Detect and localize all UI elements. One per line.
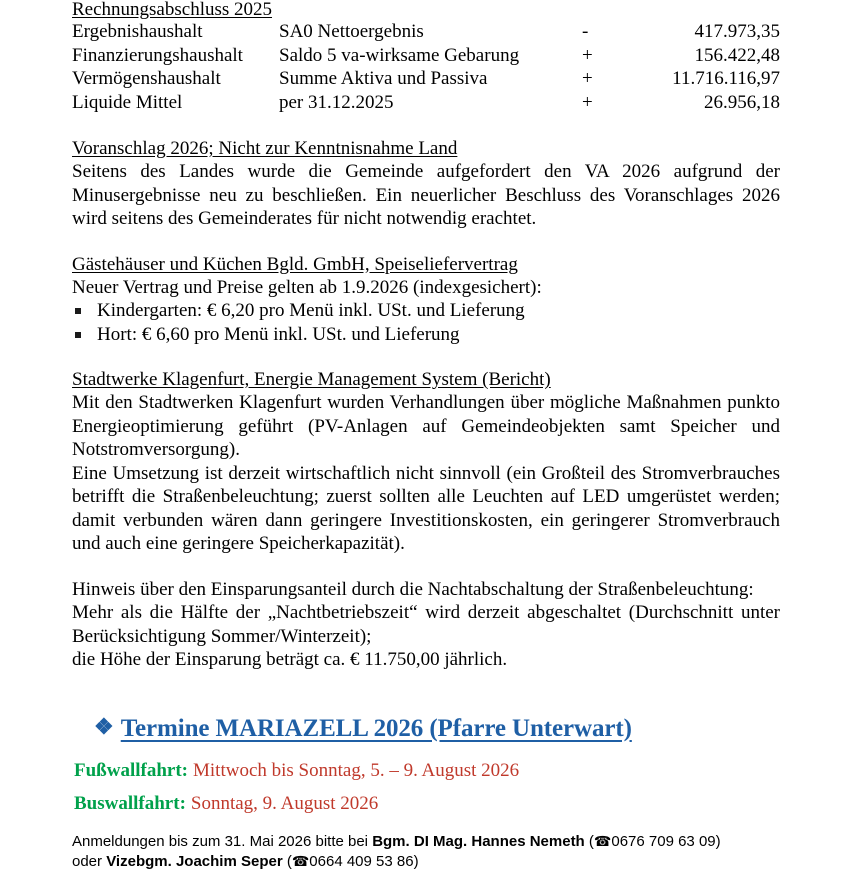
anmeldung-paren-close: ) (715, 832, 721, 850)
table-row (72, 21, 780, 45)
row-description: Saldo 5 va-wirksame Gebarung (279, 44, 520, 66)
row-sign: - (582, 21, 589, 42)
anmeldung-phone-2: 0664 409 53 86 (309, 852, 414, 870)
spacer (72, 346, 780, 368)
square-bullet-icon (75, 308, 81, 314)
list-item (72, 299, 780, 323)
spacer (72, 744, 780, 759)
wallfahrt-value: Mittwoch bis Sonntag, 5. – 9. August 2026 (193, 759, 520, 781)
row-label: Ergebnishaushalt (72, 21, 203, 42)
anmeldung-prefix: Anmeldungen bis zum 31. Mai 2026 bitte bei (72, 832, 373, 850)
spacer (72, 815, 780, 832)
row-description: Summe Aktiva und Passiva (279, 68, 488, 89)
row-description: per 31.12.2025 (279, 91, 394, 113)
spacer (72, 672, 780, 712)
row-label: Finanzierungshaushalt (72, 44, 243, 66)
diamond-bullet-icon: ❖ (94, 713, 114, 739)
anmeldung-line-2 (72, 852, 780, 872)
row-label: Liquide Mittel (72, 91, 183, 113)
section-heading-rechnungsabschluss: Rechnungsabschluss 2025 (72, 0, 273, 20)
row-value: 26.956,18 (704, 91, 780, 113)
table-row (72, 45, 780, 69)
telephone-icon: ☎ (593, 833, 612, 850)
wallfahrt-label: Buswallfahrt: (74, 792, 186, 814)
wallfahrt-label: Fußwallfahrt: (74, 759, 188, 781)
anmeldung-contact-name: Bgm. DI Mag. Hannes Nemeth (372, 832, 585, 850)
voranschlag-body: Seitens des Landes wurde die Gemeinde aufgefordert den VA 2026 aufgrund der Minusergebnisse neu zu beschließen. Ein neuerlicher Beschluss des Voranschlages 2026 wird seitens des Gemeinderates für nicht notwendig erachtet. (72, 161, 780, 229)
financial-summary-table (72, 21, 780, 115)
anmeldung-prefix-2: oder (72, 852, 107, 870)
hinweis-paragraph-2: Mehr als die Hälfte der „Nachtbetriebszeit“ wird derzeit abgeschaltet (Durchschnitt unter Berücksichtigung Sommer/Winterzeit); (72, 602, 780, 647)
spacer (72, 782, 780, 792)
list-item-label: Kindergarten: € 6,20 pro Menü inkl. USt. und Lieferung (97, 300, 525, 321)
section-heading-stadtwerke: Stadtwerke Klagenfurt, Energie Management System (Bericht) (72, 369, 551, 390)
section-heading-voranschlag: Voranschlag 2026; Nicht zur Kenntnisnahme Land (72, 138, 458, 159)
table-row (72, 68, 780, 92)
anmeldung-paren-open-2: ( (282, 852, 292, 870)
row-sign: + (582, 44, 593, 66)
row-value: 417.973,35 (694, 21, 780, 42)
row-value: 11.716.116,97 (672, 68, 780, 89)
row-sign: + (582, 68, 593, 89)
anmeldung-paren-open: ( (584, 832, 594, 850)
table-row (72, 92, 780, 116)
anmeldung-contact-name-2: Vizebgm. Joachim Seper (106, 852, 283, 870)
mariazell-title: Termine MARIAZELL 2026 (Pfarre Unterwart) (120, 714, 632, 742)
hinweis-paragraph-1: Hinweis über den Einsparungsanteil durch die Nachtabschaltung der Straßenbeleuchtung: (72, 578, 754, 600)
row-sign: + (582, 91, 593, 113)
list-item-label: Hort: € 6,60 pro Menü inkl. USt. und Lieferung (97, 323, 460, 345)
row-value: 156.422,48 (694, 44, 780, 66)
page-content (72, 0, 780, 872)
spacer (72, 231, 780, 253)
anmeldung-line-1 (72, 832, 780, 852)
hinweis-paragraph-3: die Höhe der Einsparung beträgt ca. € 11.750,00 jährlich. (72, 649, 508, 670)
section-heading-gaestehaeuser: Gästehäuser und Küchen Bgld. GmbH, Speiseliefervertrag (72, 253, 518, 275)
row-description: SA0 Nettoergebnis (279, 21, 424, 42)
wallfahrt-entry-bus (74, 792, 780, 815)
gaestehaeuser-intro: Neuer Vertrag und Preise gelten ab 1.9.2026 (indexgesichert): (72, 276, 542, 298)
list-item (72, 323, 780, 347)
telephone-icon: ☎ (291, 853, 310, 870)
wallfahrt-entry-fuss (74, 759, 780, 782)
square-bullet-icon (75, 332, 81, 338)
anmeldung-paren-close-2: ) (413, 852, 419, 870)
row-label: Vermögenshaushalt (72, 68, 221, 89)
stadtwerke-paragraph-1: Mit den Stadtwerken Klagenfurt wurden Verhandlungen über mögliche Maßnahmen punkto Energieoptimierung geführt (PV-Anlagen auf Gemeindeobjekten samt Speicher und Notstromversorgung). (72, 392, 780, 460)
spacer (72, 115, 780, 137)
spacer (72, 556, 780, 578)
stadtwerke-paragraph-2: Eine Umsetzung ist derzeit wirtschaftlich nicht sinnvoll (ein Großteil des Stromverbrauches betrifft die Straßenbeleuchtung; zuerst sollten alle Leuchten auf LED umgerüstet werden; damit verbunden wären dann geringere Investitionskosten, ein geringerer Stromverbrauch und auch eine geringere Speicherkapazität). (72, 462, 780, 554)
anmeldung-phone: 0676 709 63 09 (611, 832, 716, 850)
wallfahrt-value: Sonntag, 9. August 2026 (190, 792, 379, 814)
mariazell-heading (94, 712, 780, 744)
price-list (72, 299, 780, 346)
